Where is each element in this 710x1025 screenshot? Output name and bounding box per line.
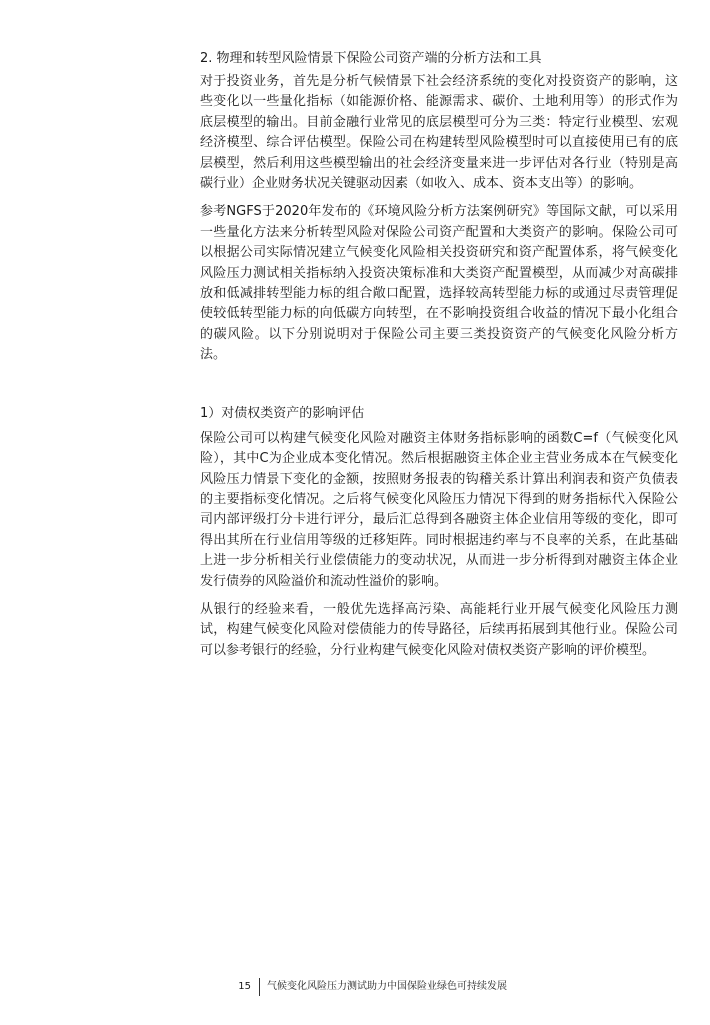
page-footer	[0, 978, 710, 996]
paragraph: 对于投资业务，首先是分析气候情景下社会经济系统的变化对投资资产的影响，这些变化以一些量化指标（如能源价格、能源需求、碳价、土地利用等）的形式作为底层模型的输出。目前金融行业常见的底层模型可分为三类：特定行业模型、宏观经济模型、综合评估模型。保险公司在构建转型风险模型时可以直接使用已有的底层模型，然后利用这些模型输出的社会经济变量来进一步评估对各行业（特别是高碳行业）企业财务状况关键驱动因素（如收入、成本、资本支出等）的影响。	[200, 74, 678, 192]
paragraph: 保险公司可以构建气候变化风险对融资主体财务指标影响的函数C=f（气候变化风险），其中C为企业成本变化情况。然后根据融资主体企业主营业务成本在气候变化风险压力情景下变化的金额，按照财务报表的钩稽关系计算出利润表和资产负债表的主要指标变化情况。之后将气候变化风险压力情况下得到的财务指标代入保险公司内部评级打分卡进行评分，最后汇总得到各融资主体企业信用等级的变化，即可得出其所在行业信用等级的迁移矩阵。同时根据违约率与不良率的关系，在此基础上进一步分析相关行业偿债能力的变动状况，从而进一步分析得到对融资主体企业发行债券的风险溢价和流动性溢价的影响。	[200, 430, 678, 589]
paragraph: 从银行的经验来看，一般优先选择高污染、高能耗行业开展气候变化风险压力测试，构建气候变化风险对偿债能力的传导路径，后续再拓展到其他行业。保险公司可以参考银行的经验，分行业构建气候变化风险对债权类资产影响的评价模型。	[200, 601, 678, 658]
footer-divider	[259, 978, 260, 996]
paragraph: 参考NGFS于2020年发布的《环境风险分析方法案例研究》等国际文献，可以采用一些量化方法来分析转型风险对保险公司资产配置和大类资产的影响。保险公司可以根据公司实际情况建立气候变化风险相关投资研究和资产配置体系，将气候变化风险压力测试相关指标纳入投资决策标准和大类资产配置模型，从而减少对高碳排放和低减排转型能力标的组合敞口配置，选择较高转型能力标的或通过尽责管理促使较低转型能力标的向低碳方向转型，在不影响投资组合收益的情况下最小化组合的碳风险。以下分别说明对于保险公司主要三类投资资产的气候变化风险分析方法。	[200, 204, 678, 363]
footer-title: 气候变化风险压力测试助力中国保险业绿色可持续发展	[267, 981, 507, 992]
page-number: 15	[238, 981, 251, 992]
section-heading: 2. 物理和转型风险情景下保险公司资产端的分析方法和工具	[200, 51, 542, 66]
subsection-heading: 1）对债权类资产的影响评估	[200, 405, 365, 421]
document-body	[200, 49, 678, 669]
